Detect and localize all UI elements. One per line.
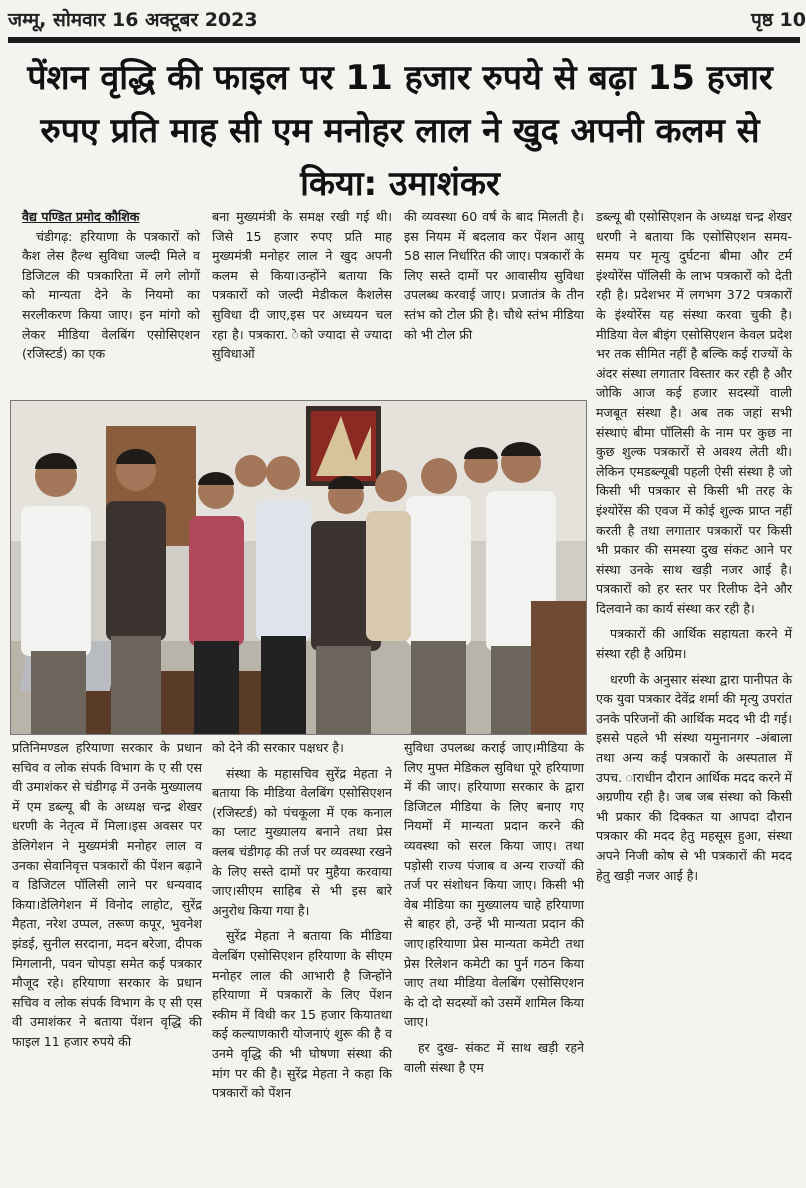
column-2-bottom <box>212 738 392 1182</box>
column-4 <box>596 207 792 1182</box>
column-2-bottom-para-2: संस्था के महासचिव सुरेंद्र मेहता ने बताया कि मीडिया वेलबिंग एसोसिएशन (रजिस्टर्ड) को पंचकूला में एक कनाल का प्लाट मुख्यालय बनाने तथा प्रेस क्लब चंडीगढ़ की तर्ज पर व्यवस्था रखने के लिए सस्ते दामों पर मुहैया करवाया जाए।सीएम साहिब से भी इस बारे अनुरोध किया गया है। <box>212 765 392 918</box>
column-3-bottom <box>404 738 584 1182</box>
column-3-bottom-para-2: हर दुख- संकट में साथ खड़ी रहने वाली संस्था है एम <box>404 1039 584 1075</box>
column-2-top <box>212 207 392 397</box>
column-3-bottom-para-1: सुविधा उपलब्ध कराई जाए।मीडिया के लिए मुफ्त मेडिकल सुविधा पूरे हरियाणा में की जाए। हरियाणा सरकार के द्वारा डिजिटल मीडिया के लिए बनाए गए नियमों में मान्यता प्रदान करने की व्यवस्था को सरल किया जाए। तथा पड़ोसी राज्य पंजाब व अन्य राज्यों की तर्ज पर संशोधन किया जाए। किसी भी वेब मीडिया का मुख्यालय चाहे हरियाणा से बाहर हो, उन्हें भी मान्यता प्रदान की जाए।हरियाणा प्रेस मान्यता कमेटी तथा प्रेस रिलेशन कमेटी का पुर्न गठन किया जाए तथा मीडिया वेलबिंग एसोसिएशन के दो दो सदस्यों को उसमें शामिल किया जाए। <box>404 740 584 1030</box>
dateline: जम्मू, सोमवार 16 अक्टूबर 2023 <box>8 9 258 31</box>
column-3-top <box>404 207 584 397</box>
byline: वैद्य पण्डित प्रमोद कौशिक <box>22 209 140 224</box>
column-2-bottom-para-1: को देने की सरकार पक्षधर है। <box>212 740 344 755</box>
group-photo <box>10 400 587 735</box>
column-4-para-2: धरणी के अनुसार संस्था द्वारा पानीपत के एक युवा पत्रकार देवेंद्र शर्मा की मृत्यु उपरांत उनके परिजनों की आर्थिक मदद भी दी गई। इससे पहले भी संस्था यमुनानगर -अंबाला तथा अन्य कई पत्रकारों के अस्पताल में उपच. ाराधीन दौरान आर्थिक मदद करने में अग्रणीय रही है। जब जब संस्था को किसी भी प्रकार की दिक्कत या आपदा दौरान पत्रकार की मदद हेतु महसूस हुआ, संस्था अपने निजी कोष से भी पत्रकारों की मदद हेतु खड़ी नजर आई है। <box>596 671 792 883</box>
page-header <box>8 4 806 34</box>
page-number: पृष्ठ 10 <box>750 9 806 31</box>
group-photo-illustration <box>11 401 586 734</box>
column-1-bottom <box>12 738 202 1182</box>
column-2-top-text: बना मुख्यमंत्री के समक्ष रखी गई थी।जिसे 15 हजार रुपए प्रति माह मुख्यमंत्री मनोहर लाल ने खुद अपनी कलम से किया।उन्होंने बताया कि पत्रकारों को जल्दी मेडीकल कैशलेस सुविधा दी जाए,इस पर अध्ययन चल रहा है। पत्रकारा. ेको ज्यादा से ज्यादा सुविधाओं <box>212 209 392 362</box>
column-1-top-text: चंडीगढ़: हरियाणा के पत्रकारों को कैश लेस हैल्थ सुविधा जल्दी मिले व डिजिटल की पत्रकारिता में लगे लोगों को मान्यता देने के नियमो का सरलीकरण किया जाए। इन मांगो को लेकर मीडिया वेलबिंग एसोसिएशन (रजिस्टर्ड) का एक <box>22 228 200 362</box>
column-2-bottom-para-3: सुरेंद्र मेहता ने बताया कि मीडिया वेलबिंग एसोसिएशन हरियाणा के सीएम मनोहर लाल की आभारी है जिन्होंने हरियाणा में पत्रकारों के लिए पेंशन स्कीम में विधी कर 15 हजार कियातथा कई कल्याणकारी योजनाएं शुरू की है व उनमे वृद्धि की भी घोषणा संस्था की मांग पर की है। सुरेंद्र मेहता ने कहा कि पत्रकारों को पेंशन <box>212 928 392 1101</box>
column-4-para-1: डब्ल्यू बी एसोसिएशन के अध्यक्ष चन्द्र शेखर धरणी ने बताया कि एसोसिएशन समय-समय पर मृत्यु दुर्घटना बीमा और टर्म इंश्योरेंस पॉलिसी के लाभ पत्रकारों को देती रही है। प्रदेशभर में लगभग 372 पत्रकारों के इंश्योरेंस यह संस्था करवा चुकी है। मीडिया वेल बीइंग एसोसिएशन केवल प्रदेश भर तक सीमित नहीं है बल्कि कई राज्यों के अंदर संस्था लगातार विस्तार कर रही है और जोकि आज कई हजार सदस्यों वाली मजबूत संस्था है। अब तक जहां सभी संस्थाएं बीमा पॉलिसी के नाम पर कुछ ना कुछ शुल्क पत्रकारों से अवश्य लेती थी। लेकिन एमडब्ल्यूबी पहली ऐसी संस्था है जो किसी भी पत्रकार से किसी भी तरह के इंश्योरेंस की एवज में कोई शुल्क प्राप्त नहीं करती है तथा लगातार पत्रकारों पर किसी भी प्रकार की समस्या दुख संकट आने पर संस्था उनके साथ खड़ी नजर आई है। पत्रकारों को हर स्तर पर रिलीफ देने और दिलवाने का कार्य संस्था कर रही है। <box>596 209 792 616</box>
column-4-subhead: पत्रकारों की आर्थिक सहायता करने में संस्था रही है अग्रिम। <box>596 626 792 662</box>
headline: पेंशन वृद्धि की फाइल पर 11 हजार रुपये से बढ़ा 15 हजार रुपए प्रति माह सी एम मनोहर लाल ने खुद अपनी कलम से किया: उमाशंकर <box>27 58 773 204</box>
column-1-bottom-text: प्रतिनिमण्डल हरियाणा सरकार के प्रधान सचिव व लोक संपर्क विभाग के ए सी एस वी उमाशंकर से चंडीगढ़ में उनके मुख्यालय में एम डब्ल्यू बी के अध्यक्ष चन्द्र शेखर धरणी के नेतृत्व में मिला।इस अवसर पर डेलिगेशन ने मुख्यमंत्री मनोहर लाल व उनका सेवानिवृत्त पत्रकारों की पेंशन बढ़ाने व डिजिटल पॉलिसी लाने पर धन्यवाद किया।डेलिगेशन में विनोद लाहोट, सुरेंद्र मैहता, नरेश उप्पल, तरूण कपूर, भुवनेश झंडई, सुनील सरदाना, मदन बरेजा, दीपक मिगलानी, पवन चोपड़ा समेत कई पत्रकार मौजूद रहे। हरियाणा सरकार के प्रधान सचिव व लोक संपर्क विभाग के ए सी एस वी उमाशंकर ने बताया पेंशन वृद्धि की फाइल 11 हजार रुपये की <box>12 740 202 1049</box>
header-rule <box>8 37 800 43</box>
column-1-top <box>22 207 200 397</box>
column-3-top-text: की व्यवस्था 60 वर्ष के बाद मिलती है। इस नियम में बदलाव कर पेंशन आयु 58 साल निर्धारित की जाए। पत्रकारों के लिए सस्ते दामों पर आवासीय सुविधा उपलब्ध करवाई जाए। प्रजातंत्र के तीन स्तंभ को टोल फ्री है। चौथे स्तंभ मीडिया को भी टोल फ्री <box>404 209 584 342</box>
